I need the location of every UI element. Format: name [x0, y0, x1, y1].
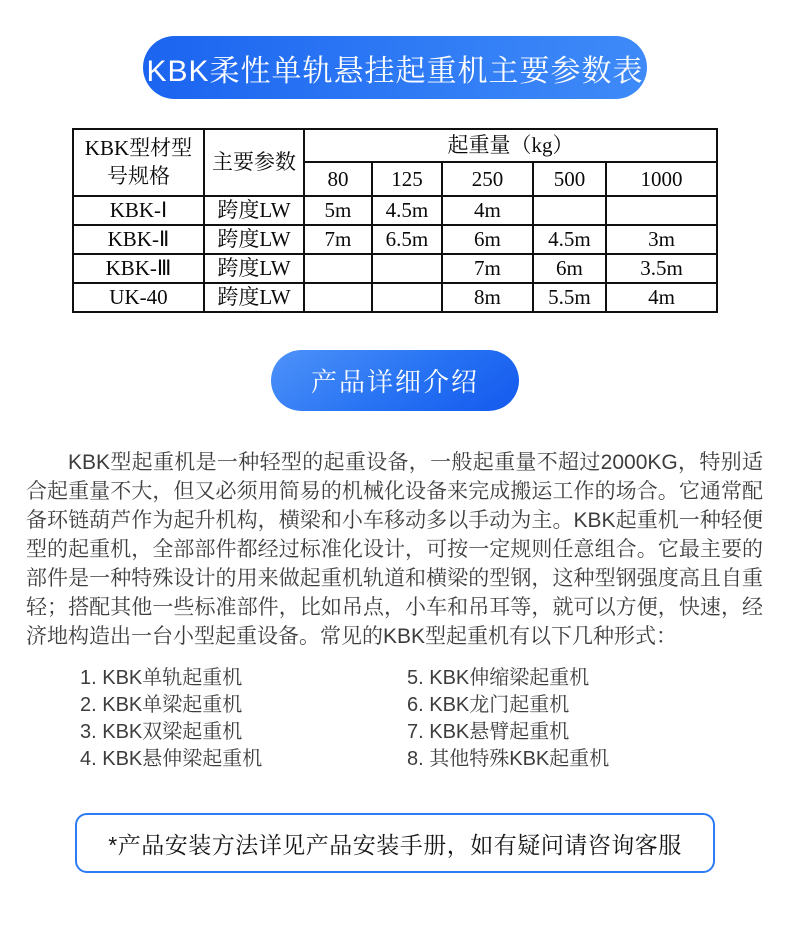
value-cell [304, 283, 372, 312]
value-cell: 6m [533, 254, 606, 283]
value-cell [606, 196, 717, 225]
value-cell: 3.5m [606, 254, 717, 283]
intro-paragraph: KBK型起重机是一种轻型的起重设备，一般起重量不超过2000KG，特别适合起重量不大，但又必须用简易的机械化设备来完成搬运工作的场合。它通常配备环链葫芦作为起升机构，横梁和小车移动多以手动为主。KBK起重机一种轻便型的起重机，全部部件都经过标准化设计，可按一定规则任意组合。它最主要的部件是一种特殊设计的用来做起重机轨道和横梁的型钢，这种型钢强度高且自重轻；搭配其他一些标准部件，比如吊点，小车和吊耳等，就可以方便，快速，经济地构造出一台小型起重设备。常见的KBK型起重机有以下几种形式： [26, 451, 763, 648]
value-cell: 6m [442, 225, 533, 254]
capacity-header-cell: 1000 [606, 162, 717, 196]
value-cell: 7m [304, 225, 372, 254]
value-cell: 4.5m [533, 225, 606, 254]
param-header-cell: 主要参数 [204, 129, 304, 196]
capacity-header-cell: 500 [533, 162, 606, 196]
model-cell: KBK-Ⅰ [73, 196, 204, 225]
model-cell: UK-40 [73, 283, 204, 312]
title-banner [143, 36, 647, 99]
model-header-cell: KBK型材型号规格 [73, 129, 204, 196]
table-row [73, 225, 717, 254]
parameters-table [72, 128, 718, 313]
list-item: 2. KBK单梁起重机 [80, 694, 243, 716]
table-row [73, 254, 717, 283]
value-cell [304, 254, 372, 283]
installation-note-text: *产品安装方法详见产品安装手册，如有疑问请咨询客服 [108, 831, 682, 858]
crane-types-column-right [407, 665, 609, 773]
model-cell: KBK-Ⅱ [73, 225, 204, 254]
param-cell: 跨度LW [204, 196, 304, 225]
capacity-group-header: 起重量（kg） [304, 129, 717, 162]
value-cell: 4m [606, 283, 717, 312]
param-cell: 跨度LW [204, 225, 304, 254]
table-row [73, 196, 717, 225]
list-item: 1. KBK单轨起重机 [80, 667, 243, 689]
capacity-header-cell: 80 [304, 162, 372, 196]
list-item: 7. KBK悬臂起重机 [407, 721, 570, 743]
crane-types-list [0, 665, 790, 773]
product-detail-section-badge [271, 350, 519, 411]
param-cell: 跨度LW [204, 254, 304, 283]
list-item: 5. KBK伸缩梁起重机 [407, 667, 590, 689]
capacity-header-cell: 250 [442, 162, 533, 196]
value-cell: 8m [442, 283, 533, 312]
value-cell: 3m [606, 225, 717, 254]
value-cell: 7m [442, 254, 533, 283]
value-cell: 5m [304, 196, 372, 225]
value-cell [533, 196, 606, 225]
value-cell: 4.5m [372, 196, 442, 225]
list-item: 6. KBK龙门起重机 [407, 694, 570, 716]
page-root [0, 36, 790, 873]
value-cell [372, 283, 442, 312]
list-item: 4. KBK悬伸梁起重机 [80, 748, 263, 770]
section-badge-label: 产品详细介绍 [310, 367, 479, 397]
table-row [73, 283, 717, 312]
capacity-header-cell: 125 [372, 162, 442, 196]
value-cell [372, 254, 442, 283]
model-cell: KBK-Ⅲ [73, 254, 204, 283]
param-cell: 跨度LW [204, 283, 304, 312]
table-header-row-top [73, 129, 717, 162]
crane-types-column-left [80, 665, 407, 773]
installation-note-box [75, 813, 715, 873]
page-title: KBK柔性单轨悬挂起重机主要参数表 [146, 54, 644, 88]
value-cell: 5.5m [533, 283, 606, 312]
value-cell: 6.5m [372, 225, 442, 254]
list-item: 3. KBK双梁起重机 [80, 721, 243, 743]
list-item: 8. 其他特殊KBK起重机 [407, 748, 610, 770]
value-cell: 4m [442, 196, 533, 225]
